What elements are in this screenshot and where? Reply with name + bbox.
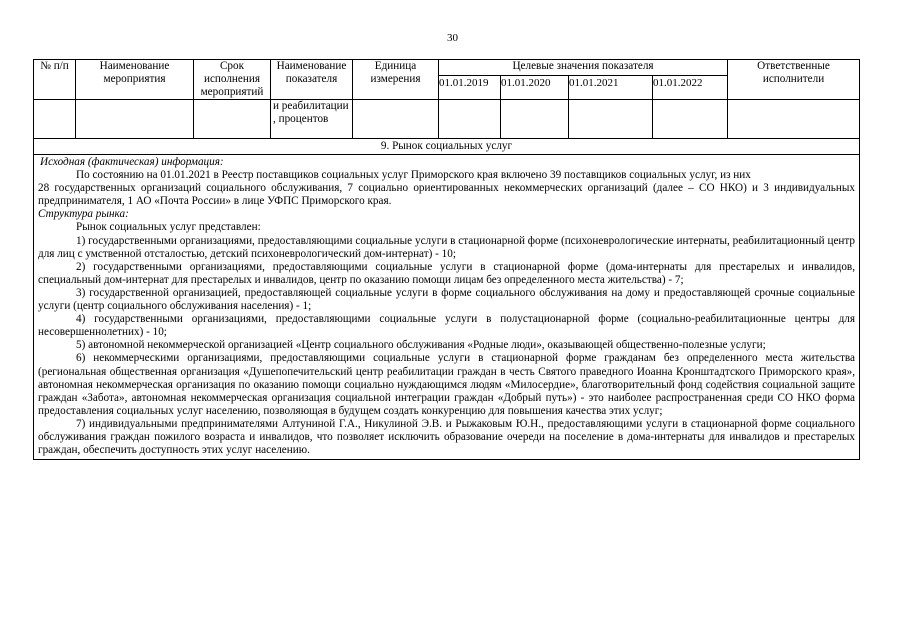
cell-empty — [194, 100, 271, 139]
header-name: Наименование мероприятия — [76, 60, 194, 100]
paragraph: Рынок социальных услуг представлен: — [76, 221, 261, 234]
cell-empty — [439, 100, 501, 139]
header-targets: Целевые значения показателя — [439, 60, 728, 76]
year-2020: 01.01.2020 — [501, 76, 569, 100]
cell-empty — [34, 100, 76, 139]
list-item: 3) государственной организацией, предоставляющей социальные услуги в форме социального обслуживания на дому и предоставляющей срочные социальные услуги (центр социального обслуживания населения) - 1; — [38, 286, 856, 313]
cell-empty — [501, 100, 569, 139]
year-2022: 01.01.2022 — [653, 76, 728, 100]
header-deadline: Срок исполнения мероприятий — [194, 60, 271, 100]
list-item: 1) государственными организациями, предоставляющими социальные услуги в стационарной форме (психоневрологические интернаты, реабилитационный центр для лиц с умственной отсталостью, детский психоневрологический дом-интернат) - 10; — [38, 234, 856, 260]
header-row — [34, 60, 860, 76]
list-item: 5) автономной некоммерческой организацией «Центр социального обслуживания «Родные люди», оказывающей общественно-полезные услуги; — [76, 339, 766, 352]
cell-empty — [76, 100, 194, 139]
list-item: 2) государственными организациями, предоставляющими социальные услуги в стационарной форме (дома-интернаты для престарелых и инвалидов, специальный дом-интернат для престарелых и инвалидов, центр по оказанию помощи лицам без определенного места жительства) - 7; — [38, 260, 856, 286]
cell-indicator: и реабилитации , процентов — [271, 100, 353, 139]
header-indicator: Наименование показателя — [271, 60, 353, 100]
initial-info-heading: Исходная (фактическая) информация: — [40, 156, 224, 168]
header-num: № п/п — [34, 60, 76, 100]
table-row — [34, 100, 860, 139]
section-title: 9. Рынок социальных услуг — [34, 139, 860, 155]
section-row — [34, 139, 860, 155]
header-responsible: Ответственные исполнители — [728, 60, 860, 100]
paragraph: 28 государственных организаций социального обслуживания, 7 социально ориентированных некоммерческих организаций (далее – СО НКО) и 3 индивидуальных предпринимателя, 1 АО «Почта России» в лице УФПС Приморского края. — [38, 182, 856, 208]
market-structure-heading: Структура рынка: — [38, 208, 129, 221]
body-row — [34, 155, 860, 460]
page-number: 30 — [447, 32, 458, 44]
year-2019: 01.01.2019 — [439, 76, 501, 100]
paragraph: По состоянию на 01.01.2021 в Реестр поставщиков социальных услуг Приморского края включено 39 поставщиков социальных услуг, из них — [76, 169, 751, 182]
list-item: 4) государственными организациями, предоставляющими социальные услуги в полустационарной форме (социально-реабилитационные центры для несовершеннолетних) - 10; — [38, 313, 856, 339]
year-2021: 01.01.2021 — [569, 76, 653, 100]
measures-table — [33, 59, 860, 460]
cell-empty — [353, 100, 439, 139]
cell-empty — [569, 100, 653, 139]
cell-empty — [653, 100, 728, 139]
section-body — [34, 155, 860, 460]
cell-empty — [728, 100, 860, 139]
list-item: 6) некоммерческими организациями, предоставляющими социальные услуги в стационарной форме гражданам без определенного места жительства (региональная общественная организация «Душепопечительский центр реабилитации граждан в честь Святого праведного Иоанна Кронштадтского Приморского края», автономная некоммерческая организация по оказанию помощи социально нуждающимся людям «Милосердие», благотворительный фонд содействия социальной защите граждан «Забота», автономная некоммерческая организация социальной интеграции граждан «Добрый путь») - это наиболее распространенная среди СО НКО форма предоставления социальных услуг населению, позволяющая в будущем создать конкуренцию для повышения качества этих услуг; — [38, 352, 856, 417]
list-item: 7) индивидуальными предпринимателями Алтуниной Г.А., Никулиной Э.В. и Рыжаковым Ю.Н., предоставляющими услуги в стационарной форме социального обслуживания граждан пожилого возраста и инвалидов, что позволяет исключить образование очереди на поселение в дома-интернаты для инвалидов и престарелых граждан, обеспечить доступность этих услуг населению. — [38, 417, 856, 457]
header-unit: Единица измерения — [353, 60, 439, 100]
